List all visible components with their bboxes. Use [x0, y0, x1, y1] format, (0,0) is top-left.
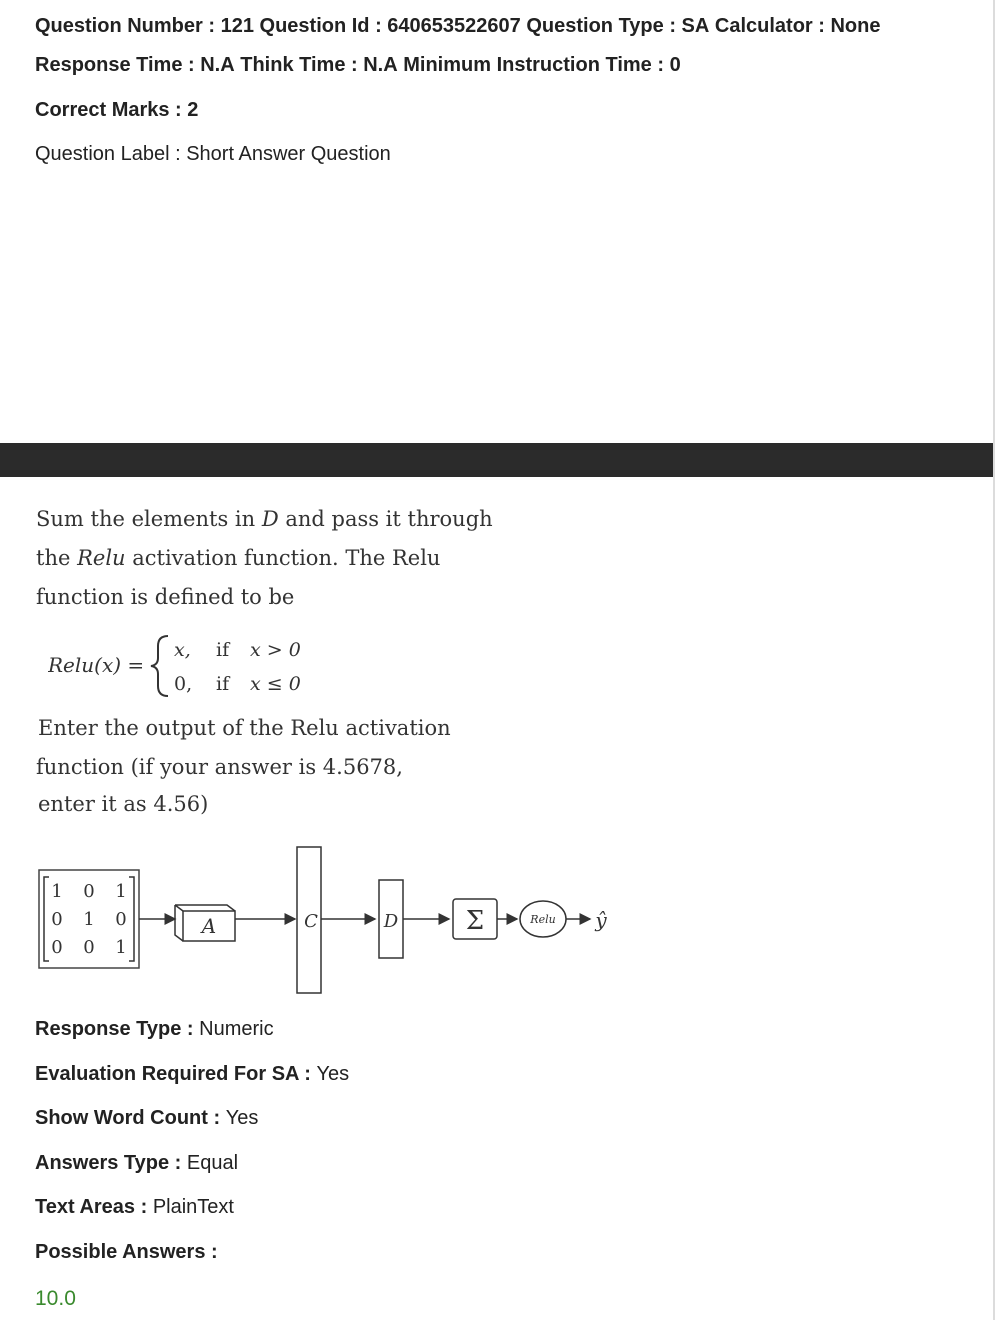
case2-if: if: [216, 673, 230, 695]
answers-type-line: [35, 1151, 238, 1175]
question-text: Sum the elements in: [36, 507, 262, 531]
think-time: N.A: [363, 54, 398, 76]
evaluation-line: [35, 1062, 349, 1086]
question-meta-line-2: [35, 53, 681, 77]
matrix-cell: 0: [51, 937, 63, 958]
text-areas-line: [35, 1195, 234, 1219]
min-instruction-label: Minimum Instruction Time :: [403, 54, 670, 76]
question-paragraph-2: [36, 546, 440, 570]
matrix-cell: 0: [83, 937, 95, 958]
response-type-value: Numeric: [199, 1018, 274, 1040]
response-type-label: Response Type :: [35, 1018, 200, 1040]
correct-marks-value: 2: [187, 99, 199, 121]
question-number-label: Question Number :: [35, 15, 221, 37]
question-number: 121: [220, 15, 254, 37]
text-areas-value: PlainText: [152, 1196, 234, 1218]
question-paragraph-6: enter it as 4.56): [38, 792, 209, 816]
math-variable-d: D: [261, 507, 279, 531]
response-time-label: Response Time :: [35, 54, 201, 76]
question-paragraph-5: function (if your answer is 4.5678,: [36, 755, 403, 779]
case1-condition: x > 0: [250, 639, 301, 661]
question-meta-line-1: [35, 14, 880, 38]
input-matrix: [39, 870, 139, 968]
question-id-label: Question Id :: [259, 15, 388, 37]
word-count-label: Show Word Count :: [35, 1107, 226, 1129]
evaluation-label: Evaluation Required For SA :: [35, 1063, 317, 1085]
calculator-value: None: [830, 15, 881, 37]
case1-value: x,: [174, 639, 191, 661]
question-label-value: Short Answer Question: [186, 143, 391, 165]
calculator-label: Calculator :: [714, 15, 831, 37]
relu-node: [520, 901, 566, 937]
matrix-cell: 1: [115, 937, 127, 958]
node-c-box: [297, 847, 321, 993]
formula-lhs: Relu(x) =: [48, 653, 145, 677]
sum-box: [453, 899, 497, 939]
think-time-label: Think Time :: [240, 54, 364, 76]
correct-marks-label: Correct Marks :: [35, 99, 188, 121]
question-text: activation function. The Relu: [125, 546, 441, 570]
evaluation-value: Yes: [316, 1063, 350, 1085]
question-id: 640653522607: [387, 15, 521, 37]
brace: [151, 636, 168, 696]
matrix-cell: 0: [83, 881, 95, 902]
output-y-hat: ŷ: [595, 908, 607, 932]
matrix-cell: 0: [51, 909, 63, 930]
answers-type-label: Answers Type :: [35, 1152, 187, 1174]
question-type-label: Question Type :: [526, 15, 682, 37]
node-c-label: C: [304, 911, 318, 932]
response-type-line: [35, 1017, 274, 1041]
node-d-label: D: [383, 911, 399, 932]
min-instruction-time: 0: [669, 54, 681, 76]
response-time: N.A: [200, 54, 235, 76]
matrix-cell: 1: [83, 909, 95, 930]
node-a-box: [175, 905, 235, 941]
possible-answer-value: 10.0: [35, 1287, 76, 1310]
relu-formula: [48, 630, 328, 702]
network-diagram: [35, 843, 635, 998]
case1-if: if: [216, 639, 230, 661]
answers-type-value: Equal: [186, 1152, 239, 1174]
case2-condition: x ≤ 0: [250, 673, 301, 695]
possible-answers-label: Possible Answers :: [35, 1241, 218, 1263]
case2-value: 0,: [174, 673, 193, 695]
text-areas-label: Text Areas :: [35, 1196, 153, 1218]
possible-answers-line: [35, 1240, 218, 1264]
correct-marks-line: [35, 98, 198, 122]
matrix-cell: 0: [115, 909, 127, 930]
question-label-label: Question Label :: [35, 143, 187, 165]
question-text: the: [36, 546, 78, 570]
matrix-cell: 1: [115, 881, 127, 902]
question-type: SA: [681, 15, 710, 37]
question-paragraph-1: [36, 507, 493, 531]
node-a-label: A: [201, 914, 217, 938]
math-relu-italic: Relu: [77, 546, 126, 570]
matrix-cell: 1: [51, 881, 63, 902]
word-count-line: [35, 1106, 258, 1130]
node-d-box: [379, 880, 403, 958]
question-paragraph-4: Enter the output of the Relu activation: [38, 716, 451, 740]
sum-symbol: Σ: [465, 906, 485, 936]
question-text: and pass it through: [278, 507, 493, 531]
word-count-value: Yes: [225, 1107, 259, 1129]
page-right-border: [993, 0, 995, 1320]
relu-node-label: Relu: [530, 913, 556, 926]
question-label-line: [35, 142, 391, 166]
question-paragraph-3: function is defined to be: [36, 585, 295, 609]
separator-band: [0, 443, 993, 477]
